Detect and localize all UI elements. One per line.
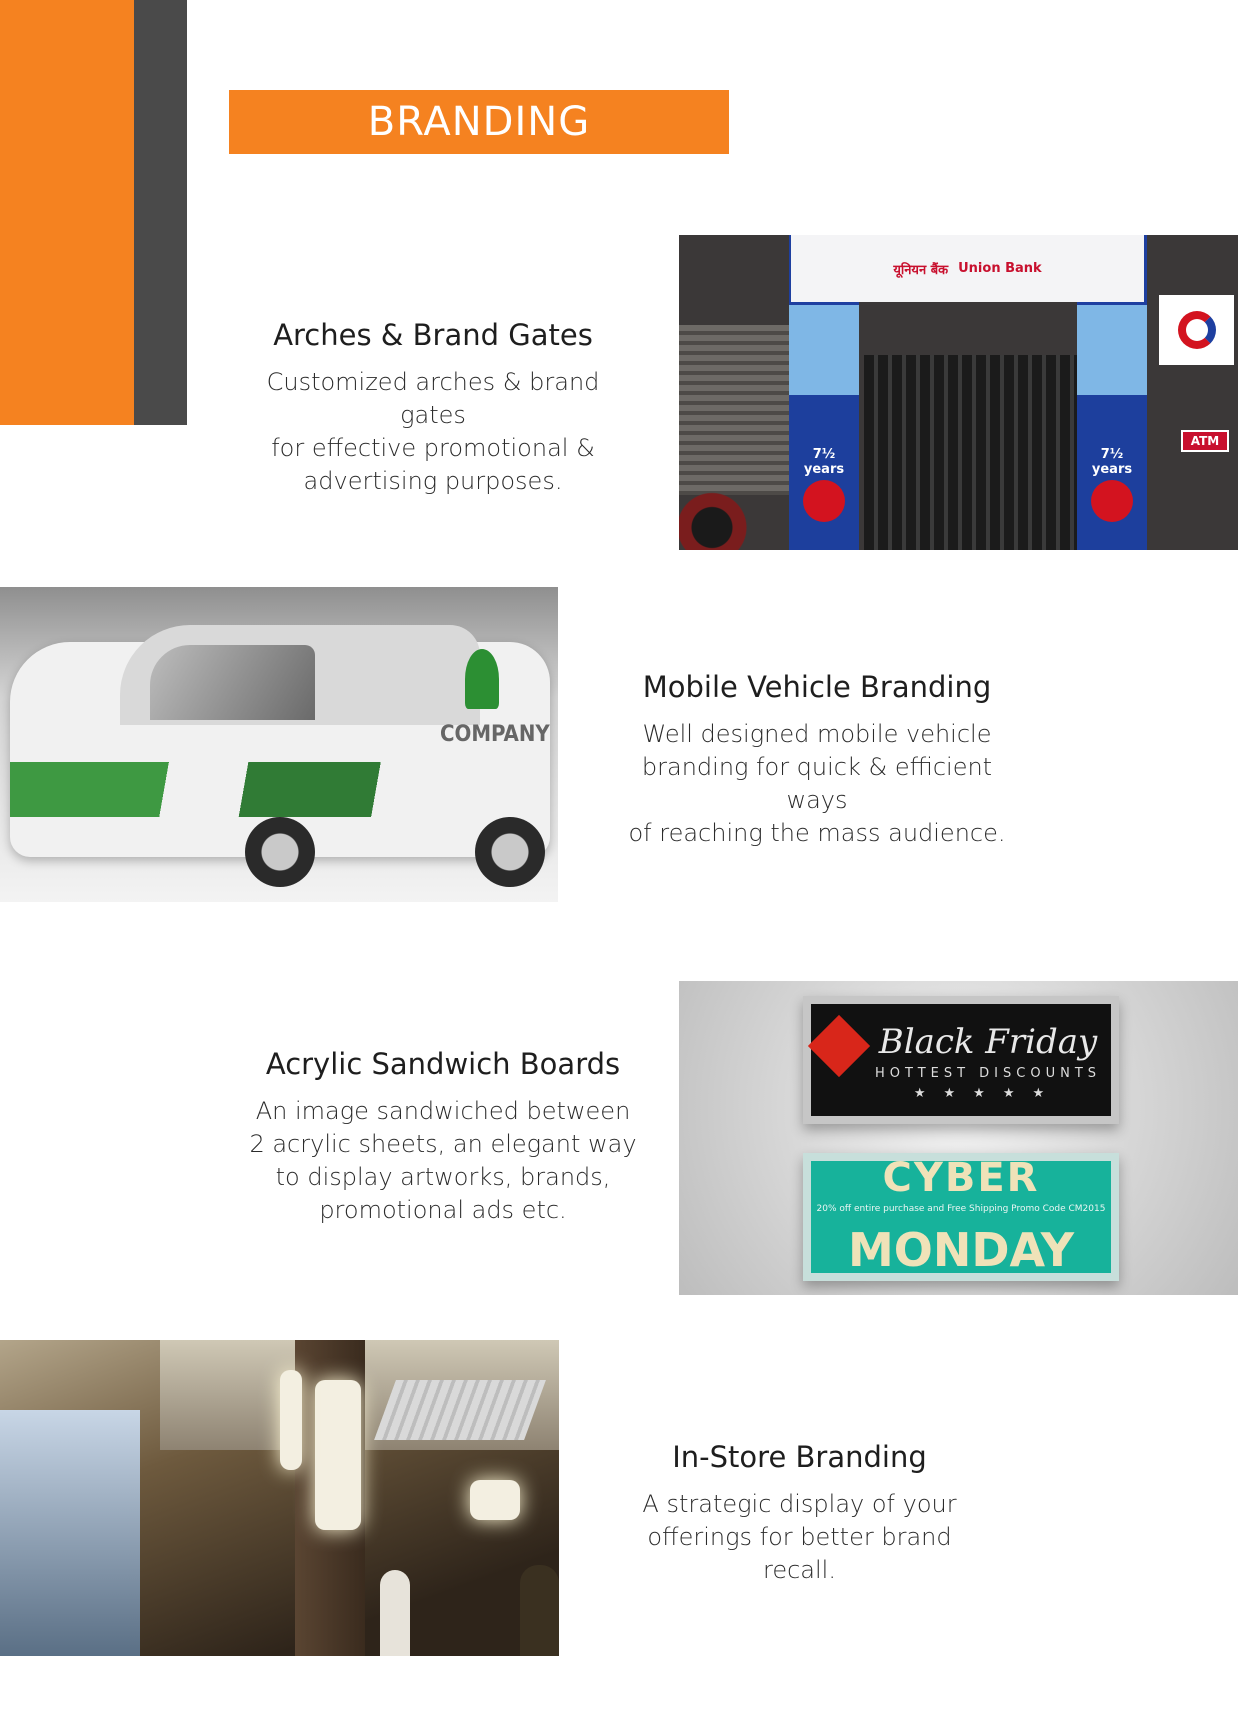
- section-description-line: of reaching the mass audience.: [628, 819, 1006, 847]
- person: [380, 1570, 410, 1656]
- shop-shutter: [679, 325, 794, 495]
- section-vehicle-text: [612, 670, 1022, 850]
- section-description-line: An image sandwiched between: [255, 1097, 631, 1125]
- section-description-line: A strategic display of your: [642, 1490, 957, 1518]
- page-title-bar: [229, 90, 729, 154]
- wheel: [245, 817, 315, 887]
- yield-seal: [803, 480, 845, 522]
- decorative-lamp: [315, 1380, 361, 1530]
- section-description-line: to display artworks, brands,: [275, 1163, 611, 1191]
- section-description-line: for effective promotional &: [271, 434, 595, 462]
- store-window: [0, 1410, 140, 1656]
- section-description-line: 2 acrylic sheets, an elegant way: [249, 1130, 637, 1158]
- board-bottom-text: MONDAY: [847, 1223, 1075, 1277]
- section-acrylic-text: [248, 1047, 638, 1227]
- cyber-monday-board: [803, 1153, 1119, 1281]
- pillar-text: 7½ years: [1091, 447, 1133, 477]
- bank-logo-sign: [1159, 295, 1234, 365]
- yield-seal: [1091, 480, 1133, 522]
- board-promo-text: 20% off entire purchase and Free Shipping Promo Code CM2015: [816, 1204, 1106, 1214]
- section-description-line: branding for quick & efficient ways: [641, 753, 993, 814]
- board-top-text: CYBER: [882, 1155, 1040, 1201]
- board-stars: ★★★★★: [913, 1086, 1063, 1101]
- board-title: Black Friday: [878, 1022, 1098, 1062]
- section-title: Mobile Vehicle Branding: [642, 670, 992, 704]
- atm-sign: [1181, 430, 1229, 452]
- section-description-line: Well designed mobile vehicle: [642, 720, 992, 748]
- banner-english-text: Union Bank: [958, 261, 1042, 276]
- leaf-logo-icon: [465, 649, 499, 709]
- ceiling-vent: [374, 1380, 546, 1440]
- acrylic-boards-photo: [679, 981, 1238, 1295]
- board-subtitle: HOTTEST DISCOUNTS: [874, 1066, 1102, 1081]
- arches-photo: [679, 235, 1238, 550]
- section-title: In-Store Branding: [672, 1440, 927, 1474]
- wheel: [475, 817, 545, 887]
- section-description-line: offerings for better brand recall.: [647, 1523, 952, 1584]
- section-description-line: promotional ads etc.: [319, 1196, 567, 1224]
- motorbike: [679, 475, 789, 550]
- vehicle-photo: [0, 587, 558, 902]
- decorative-lamp: [280, 1370, 302, 1470]
- accent-stripe-gray: [134, 0, 187, 425]
- van-window: [150, 645, 315, 720]
- section-description-line: advertising purposes.: [303, 467, 563, 495]
- black-friday-board: [803, 996, 1119, 1124]
- bank-logo-icon: [1178, 311, 1216, 349]
- section-instore-text: [612, 1440, 987, 1587]
- section-description-line: Customized arches & brand gates: [266, 368, 600, 429]
- section-arches-text: [238, 318, 628, 498]
- arch-top-banner: [791, 235, 1144, 302]
- person: [520, 1565, 559, 1656]
- section-title: Acrylic Sandwich Boards: [265, 1047, 621, 1081]
- banner-hindi-text: यूनियन बैंक: [893, 262, 949, 278]
- decorative-lamp: [470, 1480, 520, 1520]
- atm-sign-text: ATM: [1190, 434, 1220, 448]
- van-logo-text: COMPANY: [440, 722, 550, 747]
- ribbon-icon: [808, 1015, 870, 1077]
- van-graphics: [10, 762, 530, 817]
- pillar-text: 7½ years: [803, 447, 845, 477]
- page-title: BRANDING: [367, 99, 591, 145]
- section-title: Arches & Brand Gates: [273, 318, 593, 352]
- accent-stripe-orange: [0, 0, 134, 425]
- in-store-photo: [0, 1340, 559, 1656]
